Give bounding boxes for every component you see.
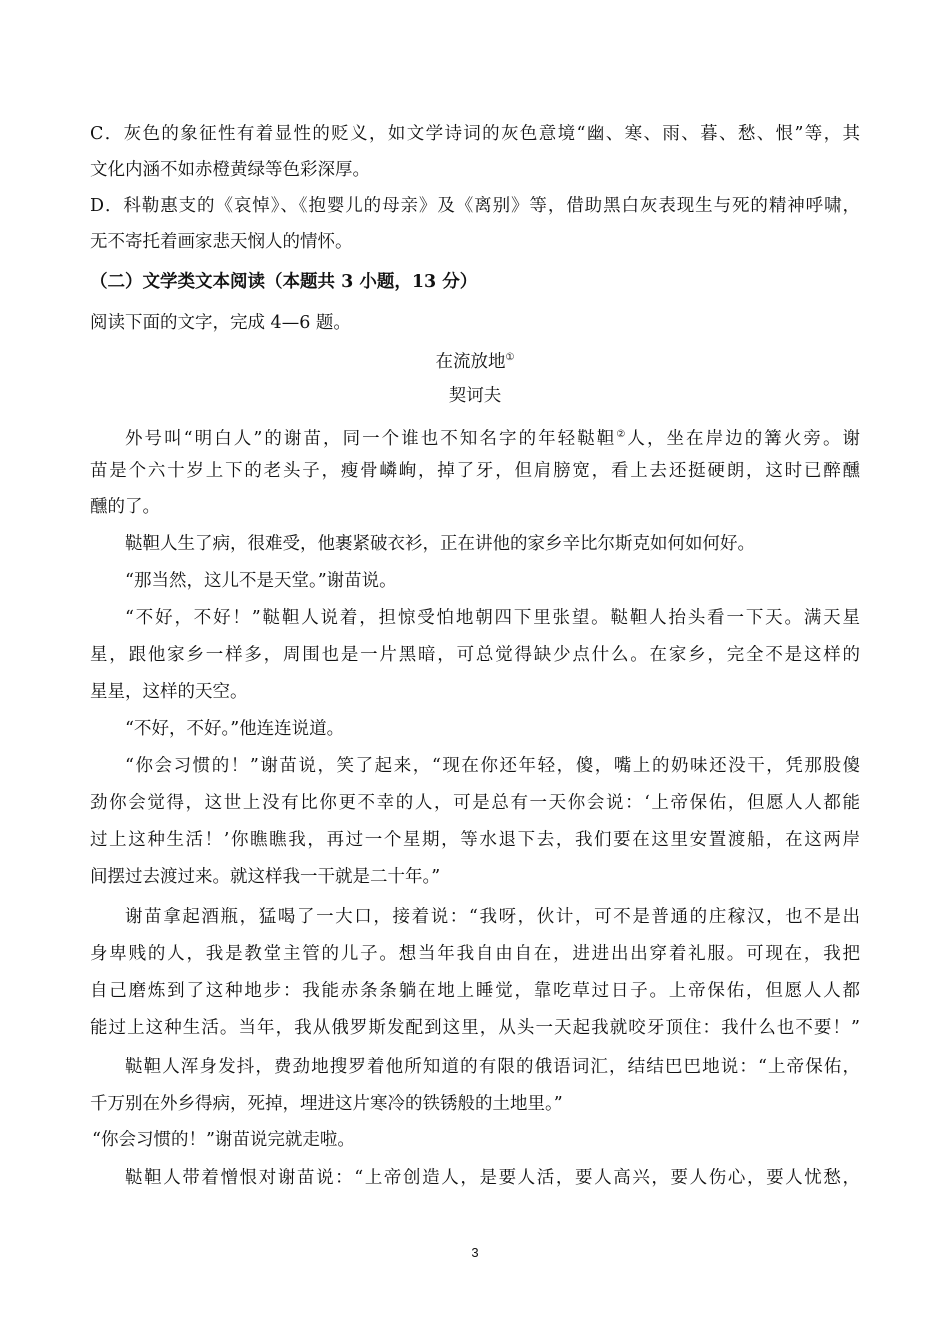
option-c-line-2: 文化内涵不如赤橙黄绿等色彩深厚。 [90, 160, 370, 180]
section-instruction: 阅读下面的文字，完成 4—6 题。 [90, 313, 351, 333]
story-title [0, 346, 950, 374]
footnote-marker-1: ① [505, 352, 515, 363]
story-paragraph-line: 星，跟他家乡一样多，周围也是一片黑暗，可总觉得缺少点什么。在家乡，完全不是这样的 [90, 645, 860, 665]
story-paragraph-line: 千万别在外乡得病，死掉，埋进这片寒冷的铁锈般的土地里。” [90, 1094, 563, 1114]
story-paragraph-line: 星星，这样的天空。 [90, 682, 248, 702]
story-paragraph-line: 鞑靼人生了病，很难受，他裹紧破衣衫，正在讲他的家乡辛比尔斯克如何如何好。 [125, 534, 755, 554]
option-d-line-1: D．科勒惠支的《哀悼》、《抱婴儿的母亲》及《离别》等，借助黑白灰表现生与死的精神呼啸， [90, 196, 860, 216]
story-line-text: 人，坐在岸边的篝火旁。谢 [627, 428, 860, 449]
story-paragraph-line: 间摆过去渡过来。就这样我一干就是二十年。” [90, 867, 441, 887]
story-paragraph-line: “那当然，这儿不是天堂。”谢苗说。 [125, 571, 397, 591]
story-paragraph-line [125, 423, 860, 451]
story-paragraph-line: 过上这种生活！’你瞧瞧我，再过一个星期，等水退下去，我们要在这里安置渡船，在这两岸 [90, 830, 860, 850]
option-d-line-2: 无不寄托着画家悲天悯人的情怀。 [90, 232, 353, 252]
story-paragraph-line: 自己磨炼到了这种地步：我能赤条条躺在地上睡觉，靠吃草过日子。上帝保佑，但愿人人都 [90, 981, 860, 1001]
story-paragraph-line: 鞑靼人浑身发抖，费劲地搜罗着他所知道的有限的俄语词汇，结结巴巴地说：“上帝保佑， [125, 1057, 860, 1077]
story-paragraph-line: 身卑贱的人，我是教堂主管的儿子。想当年我自由自在，进进出出穿着礼服。可现在，我把 [90, 944, 860, 964]
story-paragraph-line: “不好，不好！”鞑靼人说着，担惊受怕地朝四下里张望。鞑靼人抬头看一下天。满天星 [125, 608, 860, 628]
story-paragraph-line: “你会习惯的！”谢苗说完就走啦。 [92, 1130, 355, 1150]
page-number: 3 [471, 1245, 479, 1260]
story-paragraph-line: 鞑靼人带着憎恨对谢苗说：“上帝创造人，是要人活，要人高兴，要人伤心，要人忧愁， [125, 1168, 860, 1188]
story-paragraph-line: “不好，不好。”他连连说道。 [125, 719, 345, 739]
story-title-text: 在流放地 [435, 351, 506, 372]
story-line-text: 外号叫“明白人”的谢苗，同一个谁也不知名字的年轻鞑靼 [125, 428, 617, 449]
story-paragraph-line: 苗是个六十岁上下的老头子，瘦骨嶙峋，掉了牙，但肩膀宽，看上去还挺硬朗，这时已醉醺 [90, 461, 860, 481]
option-c-line-1: C．灰色的象征性有着显性的贬义，如文学诗词的灰色意境“幽、寒、雨、暮、愁、恨”等，其 [90, 124, 860, 144]
story-paragraph-line: 劲你会觉得，这世上没有比你更不幸的人，可是总有一天你会说：‘上帝保佑，但愿人人都能 [90, 793, 860, 813]
story-paragraph-line: 谢苗拿起酒瓶，猛喝了一大口，接着说：“我呀，伙计，可不是普通的庄稼汉，也不是出 [125, 907, 860, 927]
footnote-marker-2: ② [616, 429, 628, 440]
section-heading: （二）文学类文本阅读（本题共 3 小题，13 分） [90, 272, 478, 292]
story-paragraph-line: 醺的了。 [90, 497, 160, 517]
story-author: 契诃夫 [448, 386, 502, 406]
story-paragraph-line: 能过上这种生活。当年，我从俄罗斯发配到这里，从头一天起我就咬牙顶住：我什么也不要！” [90, 1018, 860, 1038]
story-paragraph-line: “你会习惯的！”谢苗说，笑了起来，“现在你还年轻，傻，嘴上的奶味还没干，凭那股傻 [125, 756, 860, 776]
